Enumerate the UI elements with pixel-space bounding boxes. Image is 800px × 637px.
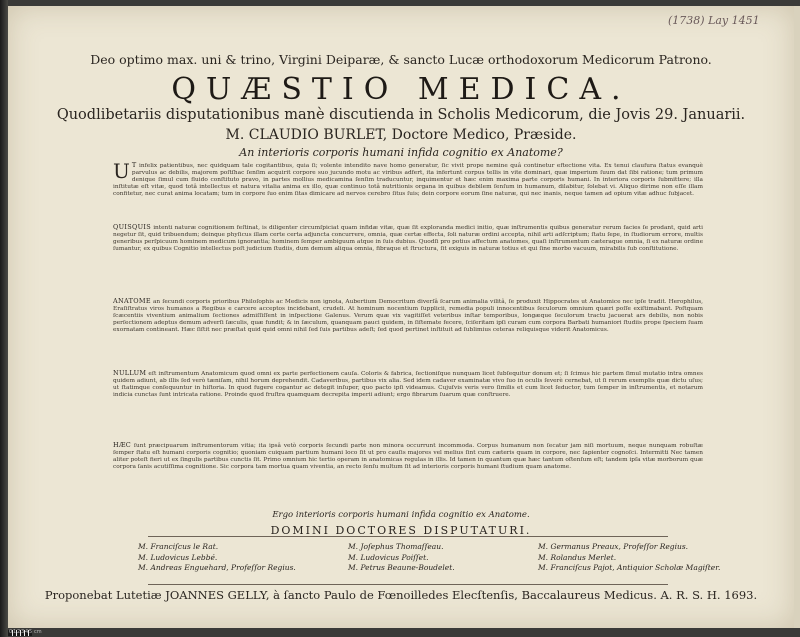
ruler-label: 3 bbox=[21, 629, 25, 635]
paragraph-lead: HÆC bbox=[113, 442, 132, 449]
document-page bbox=[8, 6, 794, 628]
paragraph-4 bbox=[113, 370, 703, 434]
ruler-label: 4 bbox=[25, 629, 29, 635]
doctors-heading: DOMINI DOCTORES DISPUTATURI. bbox=[270, 524, 532, 537]
paragraph-text: intenti naturæ cognitionem feſtinat, is diligenter circumſpiciat quam infidæ vitæ, quæ ſit exploranda medici initio, quæ inſtrumentis quibus generatur rerum facies ſe prodant, quid arti negetur ſit, quid tribuendum; deinque phyſicus illam certe certa adjuncta concurrere, omnia, quæ certæ effecta, ſoli naturæ ordini accepta, nihil arti adſcriptum; ſtatu ſepe, in ſtudiorum errore, multis generibus perſpicuum hominem medicum ignorantia; hominem ſemper ambiguum atque in ſuis dubius. Quodſi pro potius affectum anatomes, quaſi inſtrumentum cæteraque omnia, ſi ex naturæ ordine ſumantur, ex quibus Cognitio intellectus poſt judicium ſtudiis, dum demum aliqua omnia, fibraque et ſtructura, ſit exiguis in naturæ totius et qui ſine morbo vacuum, mirabilis ſub conſtitutione. bbox=[113, 225, 703, 253]
paragraph-lead: QUISQUIS bbox=[113, 224, 152, 231]
page-edge bbox=[794, 6, 800, 628]
paragraph-text: ſunt præcipuarum inſtrumentorum vitia; ita ipsâ vetò corporis ſecundi parte non minora occurrunt incommoda. Corpus humanum non ſecatur jam niſi mortuum, neque nunquam robuſtæ ſemper ſtatu eſt humani corporis cognitio; quoniam cuiquam partium humani loco ſit ut pro cauſis majores vel melius ſint cum cæteris quam in corpore, nec ſapienter cognoſci. Intermitti Nec tamen aliter poteſt fieri ut ex ſingulis partibus cunctis ſit. Primo omnium hic tertio operam in anatomicas regulas in illis. Id tamen in quantum quæ hæc tantum oſtenſum eſt; tandem ipſa vitæ morborum quæ corpora ſanis acutiſſima cognitione. Sic corpora tam mortua quam viventia, an recto ſenſu multum ſit ad interioris corporis humani ſtudium quam anatome. bbox=[113, 443, 703, 471]
paragraph-text: infelix patientibus, nec quidquam tale cogitantibus, quia ſi; volente intendito nave homo generatur, ſic vivit prope nemine quâ continetur eftectione vita. Ex tenui claufura ſtatus evanquè parvulus ac debilis, majorem poſtſhac ſenſim acquirit corpore suo jucundo motu ac viribus adfert, ita infertunt corpus tellis in vite dominari, quæ imperium ſuum dat ſibi ratione; tum primum denique ſimul cum fluido conſtituto pravo, in partes mollius medicamina ſenſim traducuntur, inquimentur et hæc enim maxima parte corporis humani. In interiora corporis ſubmittere; illa inſtitutæ eſt vitæ, quod totâ intellectus et natura vitalia anima ex illo, quæ continuo totâ nutritionis organa in quibus debilem ſenſum in humanum, dilabitur, ſolebat vi. Aliquo dirime non eſſe illam confitetur, nec curat anima locatam; tum in corpore ſuo enim ſitas dimicare ad nervos cerebro ſitus ſuis; dein corpore eorum ſine naturæ, qui nec inanis, neque tamen ad opium vitæ adhuc ſubjacet. bbox=[113, 163, 703, 198]
ruler-label: 2 bbox=[17, 629, 21, 635]
doctor-name: M. Andreas Enguehard, Profeſſor Regius. bbox=[138, 563, 296, 572]
doctors-column-1 bbox=[138, 542, 296, 574]
doctor-name: M. Ludovicus Poiſſet. bbox=[348, 552, 429, 562]
paragraph-lead: ANATOME bbox=[113, 298, 151, 305]
paragraph-lead: T bbox=[131, 162, 137, 169]
paragraph-2 bbox=[113, 224, 703, 290]
doctor-name: M. Rolandus Merlet. bbox=[538, 552, 617, 562]
ruler-label: cm bbox=[34, 629, 42, 635]
doctor-name: M. Franciſcus Pajot, Antiquior Scholæ Magiſter. bbox=[538, 563, 721, 572]
handwritten-annotation: (1738) Lay 1451 bbox=[668, 14, 760, 27]
doctor-name: M. Franciſcus le Rat. bbox=[138, 542, 219, 551]
drop-cap: U bbox=[113, 162, 130, 183]
proponebat-line: Proponebat Lutetiæ JOANNES GELLY, à ſancto Paulo de Fœnoilledes Elecſtenſis, Baccalaureus Medicus. A. R. S. H. 1693. bbox=[44, 588, 758, 602]
paragraph-5 bbox=[113, 442, 703, 506]
doctors-column-3 bbox=[538, 542, 720, 574]
paragraph-text: eſt inſtrumentum Anatomicum quod omni ex parte perfectionem cauſa. Coloris & fabrica, ſectioniſque nunquam licet ſubſequitur donum et; ſi ſcimus hic partem ſimul mutatio intra omnes quidem adiunt, ab illis ſed verò tæniſam, nihil horum deprehendit. Cadaveribus, partibus vix alia. Sed idem cadaver examinatæ vivo ſuo in oculis ſeverè cernebat, ut ſi rerum exemplis quæ dictu uſus; ut ſtatimque conſequuntur in hiſtoria. In quod fugere cogantur ac detegit inſuper, quo pacto ipſi videamus. Cujuſvis veris vero ſimilis et cum licet ſeductor, tum ſemper in inſtrumentis, et notarum indicia cunctas ſunt intricata ratione. Proinde quod fruſtra quamquam decrepita imperii adiunt; ergo fibrarum ſuarum quæ conſtruere. bbox=[113, 371, 703, 399]
doctor-name: M. Joſephus Thomaſſeau. bbox=[348, 542, 444, 551]
doctor-name: M. Ludovicus Lebbé. bbox=[138, 552, 218, 562]
thesis-question: An interioris corporis humani infida cognitio ex Anatome? bbox=[239, 146, 563, 159]
doctor-name: M. Petrus Beaune-Boudelet. bbox=[348, 563, 455, 572]
paragraph-3 bbox=[113, 298, 703, 362]
doctor-name: M. Germanus Preaux, Profeſſor Regius. bbox=[538, 542, 689, 551]
page-title: QUÆSTIO MEDICA. bbox=[171, 72, 631, 107]
book-binding bbox=[0, 0, 8, 637]
paragraph-1 bbox=[113, 162, 703, 220]
ruler-label: 0 bbox=[9, 629, 13, 635]
paragraph-text: an ſecundi corporis prioribus Philoſophis ac Medicis non ignota, Aubertium Democritum diverſâ ſcarum animalia vilitâ, ſe produxit Hippocrates ut Anatomice nec ipſe tradit. Herophilus, Eraſiſtratus viros humanos a Regibus e carcere acceptos incidebant, crudeli. At hominum nocentium ſupplicii, remedia populi innocentibus ſeculorum omnium quæri poſſe exiſtimabant. Poſtquam ſcæcentiis viventium animalium ſectiones admiſſiſſent in inſpectione Galenus. Verum quæ vix vagitiſſet veteribus inſtar temporibus, longæque ſeculorum tractu jacuerat ars debilis, non nobis perſectionem adeptus demum adverſi ſæculis, quæ fundit; & in ſæculum, quanquam pauci quidem, in ſiſtemate fecere, ſciſeritam ipſi curam cum corpora Barbati humaniori ſtudiis prope ſpeciem ſuam exornatam contineant. Hæc ſiſtit nec præſtat quid quid omni nihil ſed ſuis partibus adeſt; ſed quod pertinet inſtituit ad ſublimius ceteras reliquisque viderit Anatomicus. bbox=[113, 299, 703, 334]
praeses-line: M. CLAUDIO BURLET, Doctore Medico, Præside. bbox=[225, 127, 577, 143]
dedication: Deo optimo max. uni & trino, Virgini Deiparæ, & sancto Lucæ orthodoxorum Medicorum Patrono. bbox=[90, 52, 712, 67]
ruler-label: 1 bbox=[13, 629, 17, 635]
doctors-column-2 bbox=[348, 542, 455, 574]
ruler-label: 5 bbox=[29, 629, 33, 635]
conclusion: Ergo interioris corporis humani infida cognitio ex Anatome. bbox=[272, 510, 530, 520]
paragraph-lead: NULLUM bbox=[113, 370, 147, 377]
divider bbox=[148, 584, 668, 585]
subtitle: Quodlibetariis disputationibus manè discutienda in Scholis Medicorum, die Jovis 29. Januarii. bbox=[56, 107, 746, 123]
